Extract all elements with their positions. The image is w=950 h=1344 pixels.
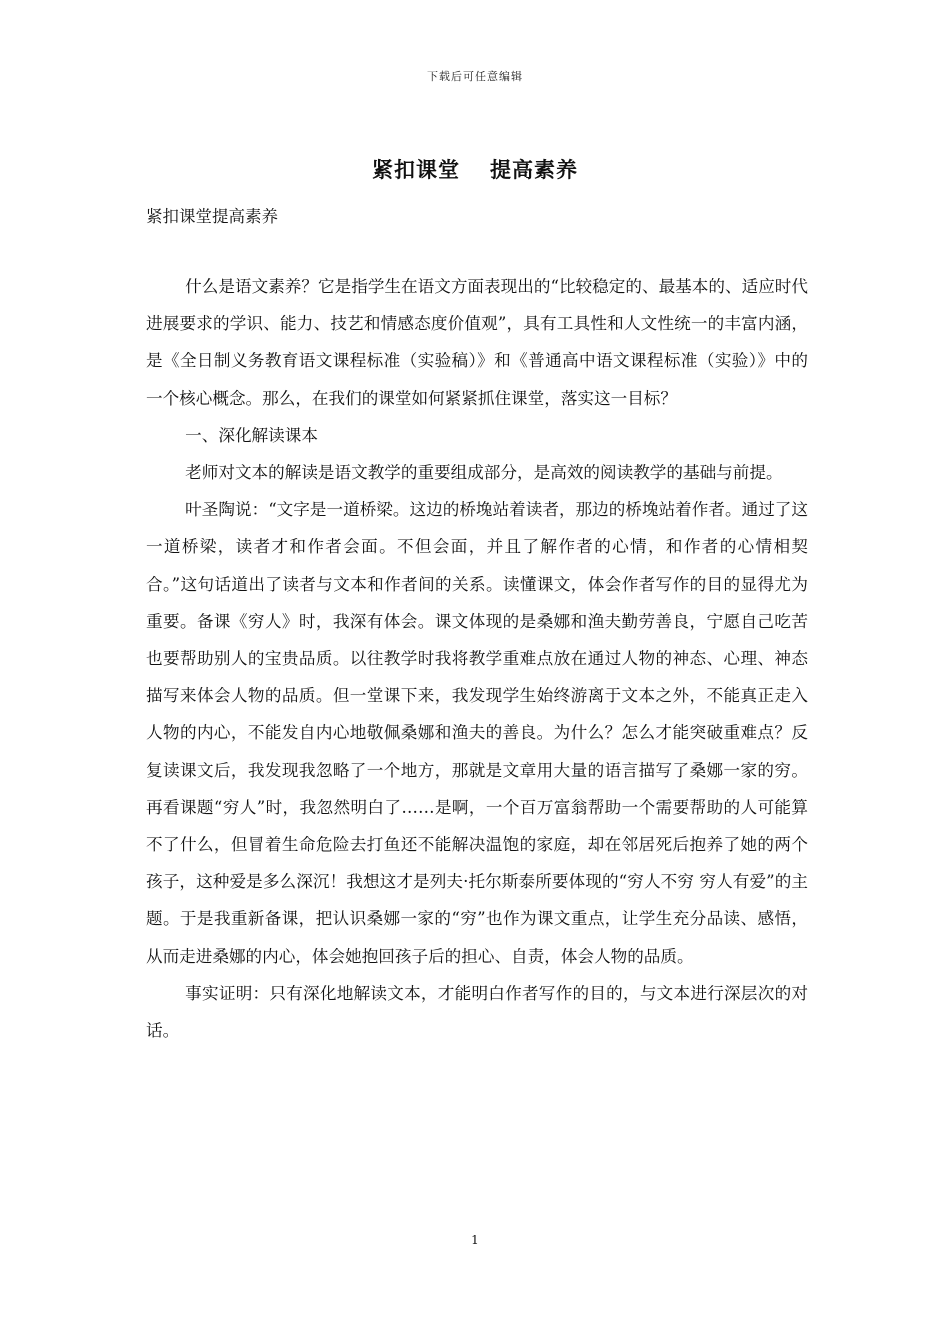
title-part-1: 紧扣课堂 (372, 157, 460, 182)
paragraph-conclusion: 事实证明：只有深化地解读文本，才能明白作者写作的目的，与文本进行深层次的对话。 (146, 983, 808, 1041)
document-title (0, 154, 950, 184)
title-part-2: 提高素养 (490, 157, 578, 182)
paragraph-intro: 什么是语文素养？它是指学生在语文方面表现出的“比较稳定的、最基本的、适应时代进展要求的学识、能力、技艺和情感态度价值观”，具有工具性和人文性统一的丰富内涵，是《全日制义务教育语文课程标准（实验稿）》和《普通高中语文课程标准（实验）》中的一个核心概念。那么，在我们的课堂如何紧紧抓住课堂，落实这一目标？ (146, 277, 808, 408)
header-note: 下载后可任意编辑 (427, 70, 523, 83)
paragraph-quote-analysis: 叶圣陶说：“文字是一道桥梁。这边的桥堍站着读者，那边的桥堍站着作者。通过了这一道桥梁，读者才和作者会面。不但会面，并且了解作者的心情，和作者的心情相契合。”这句话道出了读者与文本和作者间的关系。读懂课文，体会作者写作的目的显得尤为重要。备课《穷人》时，我深有体会。课文体现的是桑娜和渔夫勤劳善良，宁愿自己吃苦也要帮助别人的宝贵品质。以往教学时我将教学重难点放在通过人物的神态、心理、神态描写来体会人物的品质。但一堂课下来，我发现学生始终游离于文本之外，不能真正走入人物的内心，不能发自内心地敬佩桑娜和渔夫的善良。为什么？怎么才能突破重难点？反复读课文后，我发现我忽略了一个地方，那就是文章用大量的语言描写了桑娜一家的穷。再看课题“穷人”时，我忽然明白了……是啊，一个百万富翁帮助一个需要帮助的人可能算不了什么，但冒着生命危险去打鱼还不能解决温饱的家庭，却在邻居死后抱养了她的两个孩子，这种爱是多么深沉！我想这才是列夫·托尔斯泰所要体现的“穷人不穷 穷人有爱”的主题。于是我重新备课，把认识桑娜一家的“穷”也作为课文重点，让学生充分品读、感悟，从而走进桑娜的内心，体会她抱回孩子后的担心、自责，体会人物的品质。 (146, 500, 808, 966)
section-heading: 一、深化解读课本 (185, 425, 318, 445)
document-subtitle: 紧扣课堂提高素养 (146, 207, 278, 226)
page-number: 1 (471, 1233, 479, 1247)
document-body (146, 268, 808, 1049)
paragraph-teacher-reading: 老师对文本的解读是语文教学的重要组成部分，是高效的阅读教学的基础与前提。 (185, 463, 783, 483)
